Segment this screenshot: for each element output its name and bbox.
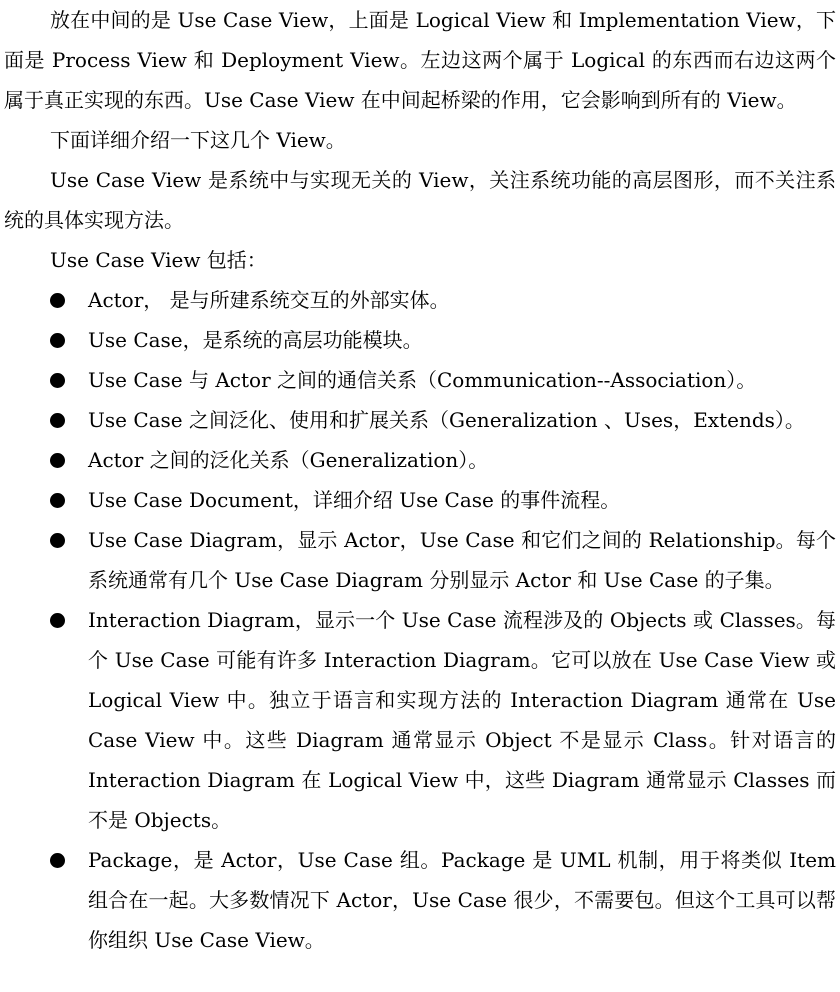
- paragraph-views-layout: 放在中间的是 Use Case View，上面是 Logical View 和 Implementation View，下面是 Process View 和 Deployment View。左边这两个属于 Logical 的东西而右边这两个属于真正实现的东西。Use Case View 在中间起桥梁的作用，它会影响到所有的 View。: [4, 8, 836, 112]
- list-item-text: Use Case 与 Actor 之间的通信关系（Communication--Association）。: [88, 368, 757, 392]
- list-item-text: Actor， 是与所建系统交互的外部实体。: [88, 288, 450, 312]
- bullet-dot-icon: [50, 413, 65, 428]
- list-item-text: Package，是 Actor，Use Case 组。Package 是 UML 机制，用于将类似 Item 组合在一起。大多数情况下 Actor，Use Case 很少，不需要包。但这个工具可以帮你组织 Use Case View。: [88, 848, 836, 952]
- list-item-text: Use Case Document，详细介绍 Use Case 的事件流程。: [88, 488, 621, 512]
- bullet-list: [4, 280, 836, 960]
- bullet-dot-icon: [50, 493, 65, 508]
- list-item: [4, 440, 836, 480]
- bullet-dot-icon: [50, 453, 65, 468]
- list-item-text: Use Case 之间泛化、使用和扩展关系（Generalization 、Uses，Extends）。: [88, 408, 805, 432]
- list-item-text: Use Case，是系统的高层功能模块。: [88, 328, 423, 352]
- bullet-dot-icon: [50, 533, 65, 548]
- list-item: [4, 480, 836, 520]
- list-item: [4, 520, 836, 600]
- paragraph-intro: 下面详细介绍一下这几个 View。: [50, 128, 346, 152]
- list-item: [4, 400, 836, 440]
- bullet-dot-icon: [50, 373, 65, 388]
- paragraph-use-case-view-includes: Use Case View 包括：: [50, 248, 267, 272]
- list-item: [4, 840, 836, 960]
- list-item: [4, 320, 836, 360]
- list-item-text: Use Case Diagram，显示 Actor，Use Case 和它们之间的 Relationship。每个系统通常有几个 Use Case Diagram 分别显示 Actor 和 Use Case 的子集。: [88, 528, 836, 592]
- list-item: [4, 360, 836, 400]
- paragraph-use-case-view-definition: Use Case View 是系统中与实现无关的 View，关注系统功能的高层图形，而不关注系统的具体实现方法。: [4, 168, 836, 232]
- bullet-dot-icon: [50, 613, 65, 628]
- list-item-text: Actor 之间的泛化关系（Generalization）。: [88, 448, 489, 472]
- list-item: [4, 280, 836, 320]
- bullet-dot-icon: [50, 333, 65, 348]
- bullet-dot-icon: [50, 853, 65, 868]
- list-item: [4, 600, 836, 840]
- list-item-text: Interaction Diagram，显示一个 Use Case 流程涉及的 Objects 或 Classes。每个 Use Case 可能有许多 Interaction Diagram。它可以放在 Use Case View 或 Logical View 中。独立于语言和实现方法的 Interaction Diagram 通常在 Use Case View 中。这些 Diagram 通常显示 Object 不是显示 Class。针对语言的 Interaction Diagram 在 Logical View 中，这些 Diagram 通常显示 Classes 而不是 Objects。: [88, 608, 836, 832]
- bullet-dot-icon: [50, 293, 65, 308]
